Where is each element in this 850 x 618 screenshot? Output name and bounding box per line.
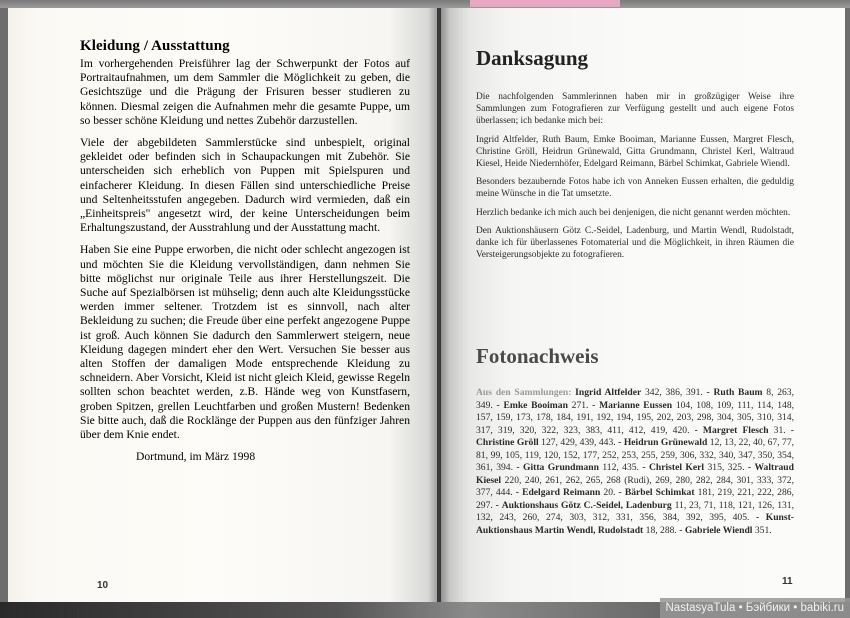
credit-pages: 112, 435. xyxy=(602,462,639,473)
credit-name: Waltraud Kiesel xyxy=(476,462,794,486)
credit-pages: 11, 23, 71, 118, 121, 126, 131, 132, 243, 260, 274, 303, 312, 331, 356, 384, 392, 395, 405. xyxy=(476,499,795,523)
credit-pages: 18, 288. xyxy=(645,524,677,536)
page-number-left: 10 xyxy=(97,580,109,591)
section-heading-fotonachweis: Fotonachweis xyxy=(476,344,599,368)
credit-pages: 181, 219, 221, 222, 286, 297. xyxy=(476,487,794,511)
credit-pages: 104, 108, 109, 111, 114, 148, 157, 159, 173, 178, 184, 191, 192, 194, 195, 202, 203, 298, 304, 305, 310, 314, 317, 319, 320, 322, 323, 383, 411, 412, 419, 420. xyxy=(476,399,795,436)
credit-pages: 315, 325. xyxy=(707,462,745,473)
credit-name: Heidrun Grünewald xyxy=(623,437,708,448)
credit-name: Gitta Grundmann xyxy=(523,462,599,473)
paragraph: Den Auktionshäusern Götz C.-Seidel, Ladenburg, und Martin Wendl, Rudolstadt, danke ich für überlassenes Fotomaterial und die Möglichkeit, in ihren Räumen die Versteigerungsobjekte zu fotografieren. xyxy=(476,225,794,261)
page-number-right: 11 xyxy=(782,576,793,587)
credit-pages: 351. xyxy=(754,524,772,536)
credits-intro: Aus den Sammlungen: xyxy=(476,387,572,398)
section-heading-kleidung: Kleidung / Ausstattung xyxy=(80,38,230,54)
credit-name: Gabriele Wiendl xyxy=(684,524,753,536)
credit-name: Ruth Baum xyxy=(713,387,763,398)
section-heading-danksagung: Danksagung xyxy=(476,46,589,70)
credit-pages: 8, 263, 349. xyxy=(476,387,794,411)
pink-bookmark-tab xyxy=(470,0,620,7)
photo-credits-list: Aus den Sammlungen: Ingrid Altfelder 342, 386, 391. - Ruth Baum 8, 263, 349. - Emke Booiman 271. - Marianne Eussen 104, 108, 109, 111, 114, 148, 157, 159, 173, 178, 184, 191, 192, 194, 195, 202, 203, 298, 304, 305, 310, 314, 317, 319, 320, 322, 323, 383, 411, 412, 419, 420. - Margret Flesch 31. - Christine Gröll 127, 429, 439, 443. - Heidrun Grünewald 12, 13, 22, 40, 67, 77, 81, 99, 105, 119, 120, 152, 177, 252, 253, 255, 259, 306, 332, 340, 347, 350, 354, 361, 394. - Gitta Grundmann 112, 435. - Christel Kerl 315, 325. - Waltraud Kiesel 220, 240, 261, 262, 265, 268 (Rudi), 269, 280, 282, 284, 301, 333, 372, 377, 444. - Edelgard Reimann 20. - Bärbel Schimkat 181, 219, 221, 222, 286, 297. - Auktionshaus Götz C.-Seidel, Ladenburg 11, 23, 71, 118, 121, 126, 131, 132, 243, 260, 274, 303, 312, 331, 356, 384, 392, 395, 405. - Kunst-Auktionshaus Martin Wendl, Rudolstadt 18, 288. - Gabriele Wiendl 351. xyxy=(476,387,795,536)
signoff-place-date: Dortmund, im März 1998 xyxy=(136,450,256,464)
credit-name: Edelgard Reimann xyxy=(522,487,601,498)
photo-credits-section xyxy=(476,344,794,537)
paragraph: Herzlich bedanke ich mich auch bei denjenigen, die nicht genannt werden möchten. xyxy=(476,207,791,218)
credit-name: Auktionshaus Götz C.-Seidel, Ladenburg xyxy=(501,499,672,511)
credit-name: Christel Kerl xyxy=(648,462,705,473)
paragraph: Haben Sie eine Puppe erworben, die nicht oder schlecht angezogen ist und möchten Sie die Kleidung vervollständigen, dann nehmen Sie bitte möglichst nur originale Teile aus ihrer Herstellungszeit. Die Suche auf Spezialbörsen ist mühselig; denn auch alte Kleidungsstücke werden immer seltener. Trotzdem ist es sinnvoll, nach alter Bekleidung zu suchen; die Freude über eine perfekt angezogene Puppe ist groß. Auch können Sie dadurch den Sammlerwert steigern, neue Kleidung dagegen mindert eher den Wert. Versuchen Sie besser aus alten Stoffen der damaligen Mode entsprechende Kleidung zu schneidern. Aber Vorsicht, Kleid ist nicht gleich Kleid, gewisse Regeln sollten schon beachtet werden, z.B. Hände weg von Kunstfasern, groben Spitzen, grellen Leuchtfarben und großen Mustern! Bedenken Sie bitte auch, daß die Rocklänge der Puppen aus den fünfziger Jahren über dem Knie endet. xyxy=(80,243,410,442)
credit-name: Christine Gröll xyxy=(476,437,539,448)
left-page-content xyxy=(80,38,410,463)
credit-name: Ingrid Altfelder xyxy=(575,387,642,398)
credit-pages: 31. xyxy=(773,424,786,436)
credit-name: Kunst-Auktionshaus Martin Wendl, Rudolstadt xyxy=(476,512,794,536)
paragraph: Besonders bezaubernde Fotos habe ich von Anneken Eussen erhalten, die geduldig meine Wünsche in die Tat umsetzte. xyxy=(476,177,794,200)
credit-name: Margret Flesch xyxy=(702,424,769,436)
scan-top-edge xyxy=(0,0,850,8)
paragraph: Die nachfolgenden Sammlerinnen haben mir in großzügiger Weise ihre Sammlungen zum Fotografieren zur Verfügung gestellt und auch eigene Fotos überlassen; ich bedanke mich bei: xyxy=(476,92,794,127)
credit-pages: 127, 429, 439, 443. xyxy=(541,437,616,448)
book-gutter xyxy=(437,8,441,603)
credit-pages: 220, 240, 261, 262, 265, 268 (Rudi), 269, 280, 282, 284, 301, 333, 372, 377, 444. xyxy=(476,474,794,498)
credit-name: Marianne Eussen xyxy=(599,399,673,411)
credit-pages: 20. xyxy=(603,487,616,498)
credit-pages: 271. xyxy=(571,399,589,411)
credit-pages: 12, 13, 22, 40, 67, 77, 81, 99, 105, 119, 120, 152, 177, 252, 253, 255, 259, 306, 332, 340, 347, 350, 354, 361, 394. xyxy=(476,437,795,473)
watermark: NastasyaTula • Бэйбики • babiki.ru xyxy=(660,598,850,618)
thanks-section xyxy=(476,46,794,267)
credit-pages: 342, 386, 391. xyxy=(644,387,703,398)
collector-list: Ingrid Altfelder, Ruth Baum, Emke Booiman, Marianne Eussen, Margret Flesch, Christine Gröll, Heidrun Grünewald, Gitta Grundmann, Christel Kerl, Waltraud Kiesel, Heide Niedernhöfer, Edelgard Reimann, Bärbel Schimkat, Gabriele Wiendl. xyxy=(476,134,794,170)
paragraph: Viele der abgebildeten Sammlerstücke sind unbespielt, original gekleidet oder befinden sich in Schaupackungen mit Zubehör. Sie unterscheiden sich erheblich von Puppen mit Spielspuren und einfacherer Kleidung. In diesen Fällen sind unterschiedliche Preise und Seltenheitsstufen angegeben. Dadurch wird vermieden, daß ein „Einheitspreis" angesetzt wird, der keine Unterscheidungen beim Erhaltungszustand, der Ausstrahlung und der Ausstattung macht. xyxy=(80,136,410,235)
paragraph: Im vorhergehenden Preisführer lag der Schwerpunkt der Fotos auf Portraitaufnahmen, um dem Sammler die Möglichkeit zu geben, die Gesichtszüge und die Prägung der Frisuren besser studieren zu können. Diesmal zeigen die Aufnahmen mehr die gesamte Puppe, um so besser schöne Kleidung und nettes Zubehör darzustellen. xyxy=(80,57,410,127)
credit-name: Emke Booiman xyxy=(503,399,568,411)
credit-name: Bärbel Schimkat xyxy=(624,487,695,498)
